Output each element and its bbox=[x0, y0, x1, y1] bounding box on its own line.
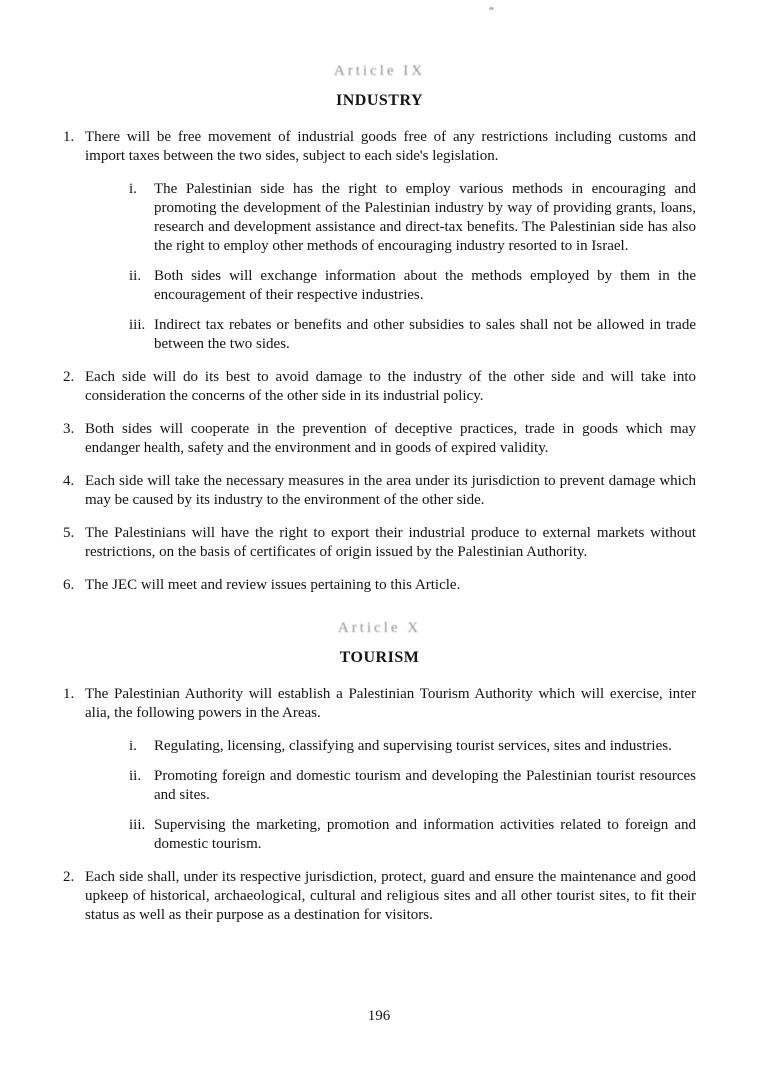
industry-subitem-iii bbox=[129, 316, 696, 354]
subitem-number: i. bbox=[129, 738, 137, 754]
item-text: Each side shall, under its respective jurisdiction, protect, guard and ensure the maintenance and good upkeep of historical, archaeological, cultural and religious sites and all other tourist sites, to fit their status as well as their purpose as a destination for visitors. bbox=[85, 869, 696, 923]
tourism-item-1-sublist bbox=[129, 737, 696, 854]
article-x-label: Article X bbox=[337, 620, 422, 636]
item-text: Both sides will cooperate in the prevention of deceptive practices, trade in goods which may endanger health, safety and the environment and in goods of expired validity. bbox=[85, 421, 696, 456]
subitem-text: Both sides will exchange information about the methods employed by them in the encouragement of their respective industries. bbox=[154, 268, 696, 303]
item-number: 2. bbox=[63, 869, 75, 885]
item-number: 1. bbox=[63, 129, 75, 145]
page-number: 196 bbox=[367, 1008, 391, 1024]
tourism-subitem-iii bbox=[129, 816, 696, 854]
tourism-subitem-ii bbox=[129, 767, 696, 805]
subitem-number: iii. bbox=[129, 817, 146, 833]
industry-subitem-i bbox=[129, 180, 696, 256]
tourism-heading: TOURISM bbox=[339, 649, 420, 666]
industry-subitem-ii bbox=[129, 267, 696, 305]
industry-item-5 bbox=[63, 524, 696, 562]
subitem-text: The Palestinian side has the right to employ various methods in encouraging and promoting the development of the Palestinian industry by way of providing grants, loans, research and development assistance and direct-tax benefits. The Palestinian side has also the right to employ other methods of encouraging industry resorted to in Israel. bbox=[154, 181, 696, 254]
subitem-text: Promoting foreign and domestic tourism and developing the Palestinian tourist resources and sites. bbox=[154, 768, 696, 803]
subitem-text: Regulating, licensing, classifying and supervising tourist services, sites and industries. bbox=[154, 738, 672, 754]
subitem-text: Supervising the marketing, promotion and information activities related to foreign and domestic tourism. bbox=[154, 817, 696, 852]
item-text: Each side will do its best to avoid damage to the industry of the other side and will take into consideration the concerns of the other side in its industrial policy. bbox=[85, 369, 696, 404]
item-number: 3. bbox=[63, 421, 75, 437]
item-number: 1. bbox=[63, 686, 75, 702]
industry-item-4 bbox=[63, 472, 696, 510]
item-text: Each side will take the necessary measures in the area under its jurisdiction to prevent damage which may be caused by its industry to the environment of the other side. bbox=[85, 473, 696, 508]
subitem-number: ii. bbox=[129, 268, 142, 284]
item-number: 5. bbox=[63, 525, 75, 541]
industry-item-1-sublist bbox=[129, 180, 696, 354]
item-text: The JEC will meet and review issues pertaining to this Article. bbox=[85, 577, 461, 593]
item-number: 6. bbox=[63, 577, 75, 593]
subitem-number: ii. bbox=[129, 768, 142, 784]
tourism-item-2 bbox=[63, 868, 696, 925]
item-text: The Palestinians will have the right to export their industrial produce to external markets without restrictions, on the basis of certificates of origin issued by the Palestinian Authority. bbox=[85, 525, 696, 560]
item-text: There will be free movement of industrial goods free of any restrictions including customs and import taxes between the two sides, subject to each side's legislation. bbox=[85, 129, 696, 164]
tourism-subitem-i bbox=[129, 737, 696, 756]
industry-item-3 bbox=[63, 420, 696, 458]
item-text: The Palestinian Authority will establish a Palestinian Tourism Authority which will exercise, inter alia, the following powers in the Areas. bbox=[85, 686, 696, 721]
industry-item-6 bbox=[63, 576, 696, 595]
subitem-text: Indirect tax rebates or benefits and other subsidies to sales shall not be allowed in trade between the two sides. bbox=[154, 317, 696, 352]
item-number: 2. bbox=[63, 369, 75, 385]
scan-artifact-dot bbox=[489, 7, 494, 10]
item-number: 4. bbox=[63, 473, 75, 489]
industry-item-1 bbox=[63, 128, 696, 354]
article-ix-label: Article IX bbox=[333, 63, 426, 79]
subitem-number: iii. bbox=[129, 317, 146, 333]
industry-heading: INDUSTRY bbox=[335, 92, 423, 109]
tourism-item-1 bbox=[63, 685, 696, 854]
industry-item-2 bbox=[63, 368, 696, 406]
subitem-number: i. bbox=[129, 181, 137, 197]
